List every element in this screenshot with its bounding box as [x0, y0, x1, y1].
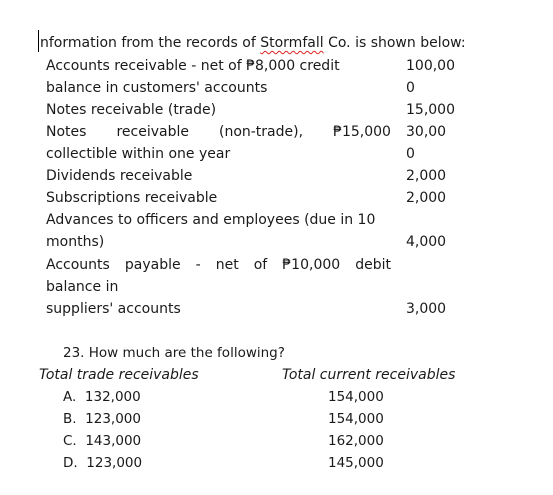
- choice-d-trade[interactable]: [63, 453, 142, 473]
- ap-word: Accounts: [46, 257, 110, 273]
- subscriptions-value: 2,000: [406, 190, 447, 206]
- ap-word: payable: [124, 257, 181, 273]
- intro-before: nformation from the records of: [40, 35, 261, 51]
- intro-sentence: [40, 33, 466, 53]
- notes-trade-label: Notes receivable (trade): [46, 102, 217, 118]
- ap-line1: [46, 255, 391, 275]
- choice-trade-value: 123,000: [85, 411, 141, 427]
- choice-c-trade[interactable]: [63, 431, 141, 451]
- choice-letter: B.: [63, 411, 77, 427]
- ap-word: debit: [355, 257, 391, 273]
- choice-letter: C.: [63, 433, 77, 449]
- ap-value: 3,000: [406, 301, 447, 317]
- nt-word: (non-trade),: [218, 124, 304, 140]
- choice-c-current: 162,000: [328, 433, 384, 449]
- col2-header: Total current receivables: [282, 367, 456, 383]
- choice-d-current: 145,000: [328, 455, 384, 471]
- ap-word: -: [195, 257, 201, 273]
- ap-line3: suppliers' accounts: [46, 301, 181, 317]
- choice-trade-value: 132,000: [84, 389, 141, 405]
- choice-a-trade[interactable]: [63, 387, 141, 407]
- col1-header: Total trade receivables: [39, 367, 199, 383]
- notes-nontrade-value1: 30,00: [406, 124, 447, 140]
- nt-word: receivable: [116, 124, 189, 140]
- choice-letter: A.: [63, 389, 77, 405]
- notes-trade-value: 15,000: [406, 102, 455, 118]
- ar-line1-label: Accounts receivable - net of ₱8,000 credit: [46, 58, 340, 74]
- choice-b-trade[interactable]: [63, 409, 141, 429]
- company-name: Stormfall: [260, 35, 324, 51]
- nt-word: Notes: [46, 124, 87, 140]
- ar-line1: [46, 56, 391, 76]
- ap-word: of: [253, 257, 268, 273]
- subscriptions-label: Subscriptions receivable: [46, 190, 218, 206]
- choice-a-current: 154,000: [328, 389, 384, 405]
- advances-line2: months): [46, 234, 105, 250]
- question-prompt: 23. How much are the following?: [63, 345, 285, 361]
- intro-after: Co. is shown below:: [323, 35, 466, 51]
- dividends-label: Dividends receivable: [46, 168, 193, 184]
- ar-value2: 0: [406, 80, 415, 96]
- advances-line1: Advances to officers and employees (due in 10: [46, 212, 376, 228]
- ap-word: net: [215, 257, 239, 273]
- choice-letter: D.: [63, 455, 78, 471]
- choice-b-current: 154,000: [328, 411, 384, 427]
- advances-value: 4,000: [406, 234, 447, 250]
- ar-value1: 100,00: [406, 58, 455, 74]
- nt-word: ₱15,000: [333, 124, 391, 140]
- ar-line2-label: balance in customers' accounts: [46, 80, 268, 96]
- dividends-value: 2,000: [406, 168, 447, 184]
- notes-nontrade-line2: collectible within one year: [46, 146, 231, 162]
- notes-nontrade-value2: 0: [406, 146, 415, 162]
- text-cursor: [38, 30, 39, 52]
- choice-trade-value: 123,000: [86, 455, 143, 471]
- notes-nontrade-line1: [46, 122, 391, 142]
- ap-line2: balance in: [46, 279, 119, 295]
- choice-trade-value: 143,000: [85, 433, 142, 449]
- ap-word: ₱10,000: [282, 257, 341, 273]
